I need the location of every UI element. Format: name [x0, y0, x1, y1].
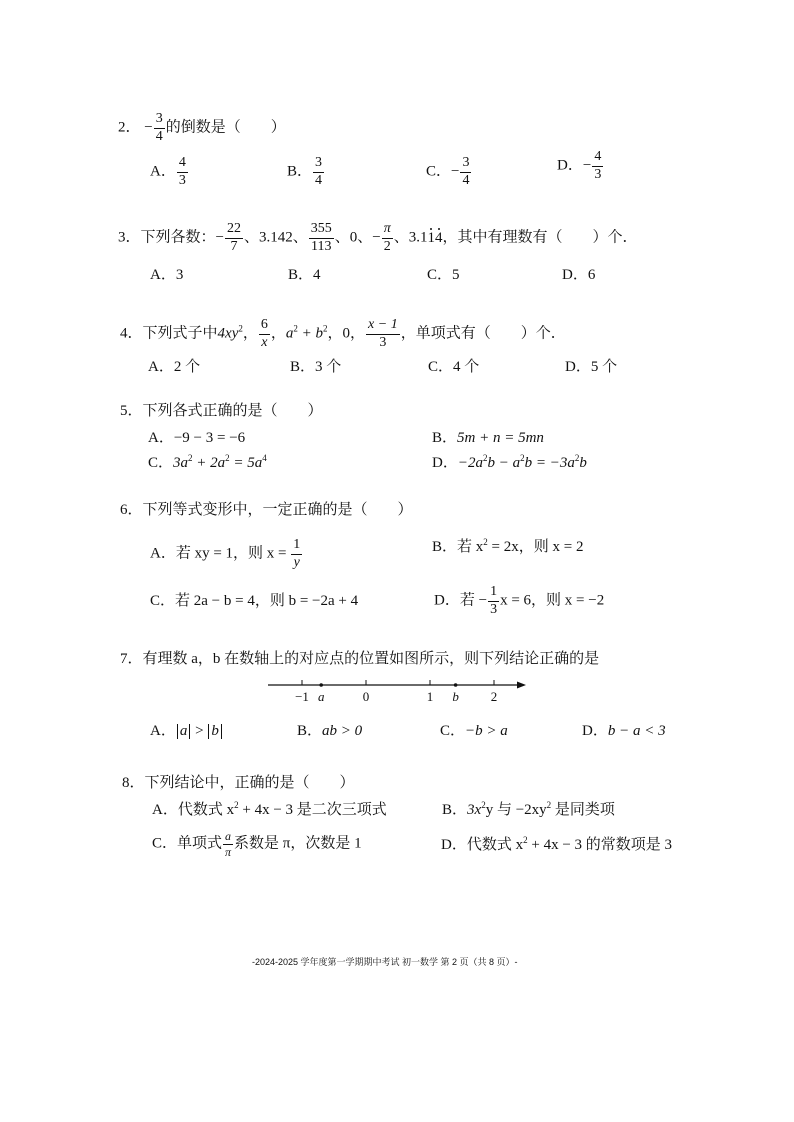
q4-fraction-2	[366, 318, 400, 350]
point-a-label: a	[317, 689, 325, 704]
exponent: 2	[234, 800, 239, 810]
option-label: A．	[152, 802, 178, 818]
exponent: 2	[520, 453, 525, 463]
option-sign: −	[451, 163, 460, 180]
fraction-numerator: 3	[313, 156, 324, 173]
exponent: 2	[188, 453, 193, 463]
fraction-denominator: 113	[311, 238, 332, 254]
option-fraction	[177, 156, 188, 188]
question-8-number: 8．	[122, 775, 145, 791]
q2-option-d	[557, 150, 604, 182]
exponent: 2	[523, 835, 528, 845]
option-sign: −	[582, 157, 592, 174]
option-expression: 若 x	[457, 539, 484, 555]
q4-term-3: a	[285, 325, 294, 342]
q8-option-b	[442, 800, 615, 818]
page-footer: -2024-2025 学年度第一学期期中考试 初一数学 第 2 页（共 8 页）-	[252, 957, 518, 967]
option-expression: + 4x − 3 的常数项是 3	[527, 837, 673, 853]
option-expression: = 2x，则 x = 2	[487, 539, 584, 555]
option-expression: ab > 0	[322, 723, 363, 739]
option-label: B．	[442, 802, 468, 818]
q2-option-b	[287, 156, 325, 188]
fraction-denominator: 3	[178, 172, 186, 188]
option-label: D．	[441, 837, 467, 853]
q6-option-d	[434, 585, 604, 617]
q2-negative-sign: −	[144, 119, 153, 136]
q3-option-b: B．4	[288, 267, 321, 283]
fraction-denominator: 3	[594, 166, 602, 182]
q2-option-c	[426, 156, 472, 188]
repeating-digit: 4	[435, 229, 443, 246]
tick-one-label: 1	[426, 689, 434, 704]
expr-part: b	[579, 455, 587, 471]
option-expression: 代数式 x	[466, 837, 524, 853]
option-expression: 单项式	[177, 835, 223, 852]
q3-separator: 、0、−	[334, 229, 381, 246]
q3-separator: 、3.142、	[244, 229, 308, 246]
exponent: 2	[481, 800, 486, 810]
expr-part: 3x	[467, 802, 482, 818]
q3-option-c: C．5	[427, 267, 460, 283]
fraction-denominator: 7	[230, 238, 238, 254]
exponent: 2	[293, 323, 298, 334]
fraction-numerator: 6	[259, 318, 270, 335]
q6-option-b	[432, 537, 584, 555]
option-expression: x = 6，则 x = −2	[500, 592, 605, 609]
fraction-numerator: a	[225, 829, 232, 843]
q8-option-c	[152, 830, 362, 858]
option-label: C．	[148, 455, 174, 471]
option-label: C．	[426, 163, 452, 180]
q3-fraction-1	[225, 222, 243, 254]
q2-option-a	[150, 156, 189, 188]
exponent: 4	[262, 453, 267, 463]
fraction-denominator: 3	[379, 334, 387, 350]
question-6-number: 6．	[120, 502, 143, 518]
option-fraction	[488, 585, 499, 617]
q4-option-d: D．5 个	[565, 359, 618, 375]
q8-option-a	[152, 800, 387, 818]
fraction-denominator: 3	[490, 601, 498, 617]
q5-option-d	[432, 453, 587, 471]
option-label: A．	[150, 163, 176, 180]
q2-fraction-denominator: 4	[155, 128, 163, 144]
q4-comma: ，	[270, 325, 286, 342]
option-expression: 代数式 x	[177, 802, 235, 818]
option-expression: 若 xy = 1，则 x =	[175, 545, 291, 562]
q4-comma: ，0，	[327, 325, 366, 342]
fraction-numerator: x − 1	[366, 318, 400, 335]
option-label: B．	[432, 430, 458, 446]
question-4-number: 4．	[120, 325, 143, 342]
fraction-numerator: 3	[460, 156, 471, 173]
option-label: D．	[582, 723, 608, 739]
option-expression: 系数是 π，次数是 1	[234, 835, 362, 852]
repeating-digit: 1	[427, 229, 436, 246]
expr-part: −2a	[457, 455, 483, 471]
absolute-value-a: a	[177, 724, 191, 739]
q7-option-c	[440, 724, 508, 739]
q3-option-a: A．3	[150, 267, 184, 283]
option-fraction	[460, 156, 471, 188]
fraction-numerator: 1	[488, 585, 499, 602]
q7-option-a	[150, 724, 223, 739]
expr-part: b = −3a	[524, 455, 575, 471]
option-label: B．	[287, 163, 313, 180]
option-label: B．	[432, 539, 458, 555]
q6-option-c	[150, 594, 358, 609]
fraction-denominator: 4	[315, 172, 323, 188]
exponent: 2	[546, 800, 552, 810]
q3-option-d: D．6	[562, 267, 596, 283]
fraction-numerator: 4	[177, 156, 188, 173]
q2-fraction-numerator: 3	[154, 112, 165, 129]
expr-part: y 与 −2xy	[485, 802, 547, 818]
fraction-numerator: 1	[291, 538, 302, 555]
q8-option-d	[441, 835, 673, 853]
exponent: 2	[483, 537, 488, 547]
q3-lead: 下列各数：	[140, 229, 216, 246]
q4-term-3b: + b	[297, 325, 324, 342]
question-6-stem	[120, 503, 413, 518]
option-label: A．	[150, 723, 176, 739]
question-7-number: 7．	[120, 651, 143, 667]
option-expression: −9 − 3 = −6	[173, 430, 246, 446]
q5-stem-text: 下列各式正确的是（ ）	[142, 403, 323, 419]
fraction-denominator: 4	[462, 172, 470, 188]
option-fraction	[223, 830, 233, 858]
option-expression: 5m + n = 5mn	[457, 430, 544, 446]
point-b-dot	[454, 683, 458, 687]
q7-option-b	[297, 724, 362, 739]
q3-tail: ，其中有理数有（ ）个．	[442, 229, 638, 246]
option-expression: + 4x − 3 是二次三项式	[238, 802, 387, 818]
absolute-value-b: b	[208, 724, 222, 739]
expr-part: b − a	[487, 455, 521, 471]
number-line	[262, 672, 532, 706]
option-label: B．	[297, 723, 323, 739]
q4-option-a: A．2 个	[148, 359, 201, 375]
q3-fraction-2	[309, 222, 334, 254]
q7-option-d	[582, 724, 666, 739]
q4-term-1: 4xy	[217, 325, 239, 342]
option-label: D．	[557, 157, 583, 174]
exponent: 2	[323, 323, 328, 334]
option-label: A．	[148, 430, 174, 446]
fraction-denominator: y	[293, 554, 300, 570]
tick-zero-label: 0	[362, 689, 370, 704]
question-2-number: 2．	[118, 119, 141, 136]
option-label: C．	[152, 835, 178, 852]
number-line-arrow	[517, 682, 526, 689]
q6-stem-text: 下列等式变形中，一定正确的是（ ）	[142, 502, 413, 518]
q3-fraction-3	[382, 222, 393, 254]
comparison-sign: >	[191, 723, 208, 739]
q4-comma: ，	[242, 325, 258, 342]
expr-part: = 5a	[229, 455, 263, 471]
question-7-stem	[120, 652, 599, 667]
fraction-numerator: 355	[309, 222, 334, 239]
question-3-number: 3．	[118, 229, 141, 246]
q4-fraction-1	[259, 318, 270, 350]
q5-option-a	[148, 431, 245, 446]
question-2-stem	[118, 112, 286, 144]
fraction-denominator: π	[225, 844, 232, 859]
q6-option-a	[150, 538, 303, 570]
expr-part: + 2a	[192, 455, 226, 471]
option-expression: −b > a	[465, 723, 508, 739]
q4-lead: 下列式子中	[142, 325, 218, 342]
exponent: 2	[225, 453, 230, 463]
question-3-stem	[118, 222, 638, 254]
q4-option-c: C．4 个	[428, 359, 480, 375]
exponent: 2	[238, 323, 243, 334]
fraction-numerator: 4	[592, 150, 603, 167]
q3-separator: 、3.1	[393, 229, 428, 246]
option-expression: 若 −	[459, 592, 488, 609]
exponent: 2	[574, 453, 580, 463]
option-fraction	[592, 150, 603, 182]
option-expression: b − a < 3	[607, 723, 666, 739]
q2-fraction	[154, 112, 165, 144]
q4-option-b: B．3 个	[290, 359, 342, 375]
question-5-number: 5．	[120, 403, 143, 419]
option-expression: 若 2a − b = 4，则 b = −2a + 4	[175, 593, 359, 609]
q4-tail: ，单项式有（ ）个．	[400, 325, 566, 342]
fraction-numerator: π	[382, 222, 393, 239]
question-4-stem	[120, 318, 566, 350]
q2-stem-text: 的倒数是（ ）	[165, 119, 286, 136]
expr-part: 是同类项	[551, 802, 615, 818]
q5-option-c	[148, 453, 267, 471]
option-label: D．	[432, 455, 458, 471]
question-5-stem	[120, 404, 323, 419]
option-fraction	[291, 538, 302, 570]
q3-sign: −	[215, 229, 224, 246]
fraction-numerator: 22	[225, 222, 243, 239]
option-fraction	[313, 156, 324, 188]
option-label: C．	[150, 593, 176, 609]
exponent: 2	[482, 453, 488, 463]
q7-stem-text: 有理数 a，b 在数轴上的对应点的位置如图所示，则下列结论正确的是	[142, 651, 600, 667]
question-8-stem	[122, 776, 355, 791]
tick-neg1-label: −1	[295, 689, 309, 704]
fraction-denominator: x	[261, 334, 268, 350]
q5-option-b	[432, 431, 544, 446]
q8-stem-text: 下列结论中，正确的是（ ）	[144, 775, 355, 791]
point-a-dot	[319, 683, 323, 687]
point-b-label: b	[452, 689, 459, 704]
expr-part: 3a	[173, 455, 189, 471]
tick-two-label: 2	[490, 689, 498, 704]
option-label: A．	[150, 545, 176, 562]
option-label: C．	[440, 723, 466, 739]
fraction-denominator: 2	[383, 238, 391, 254]
option-label: D．	[434, 592, 460, 609]
